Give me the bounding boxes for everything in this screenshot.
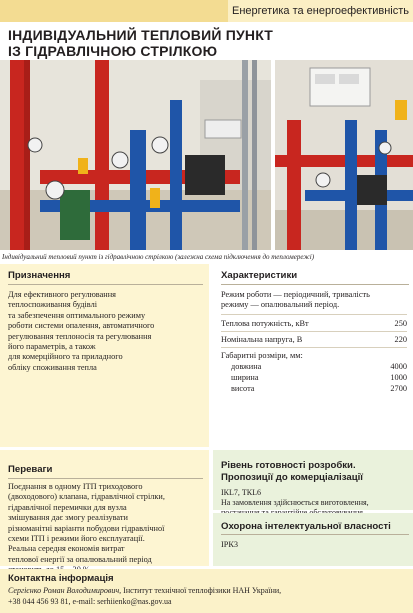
contact-text xyxy=(8,586,408,607)
purpose-line: теплоспоживання будівлі xyxy=(8,300,98,310)
contact-heading: Контактна інформація xyxy=(8,573,114,584)
spec-label: ширина xyxy=(231,373,259,382)
spec-label: Номінальна напруга, В xyxy=(221,335,303,344)
spec-label: довжина xyxy=(231,362,262,371)
title-line-1: ІНДИВІДУАЛЬНИЙ ТЕПЛОВИЙ ПУНКТ xyxy=(8,27,274,43)
spec-row-height xyxy=(221,384,407,395)
advantages-line: різноманітні варіанти побудови гідравлічної xyxy=(8,523,165,533)
operating-mode xyxy=(221,290,411,311)
purpose-line: та забезпечення оптимального режиму xyxy=(8,310,146,320)
photo-strip xyxy=(0,60,413,250)
spec-separator xyxy=(221,331,407,332)
spec-row-voltage xyxy=(221,335,407,346)
spec-separator xyxy=(221,347,407,348)
spec-row-power xyxy=(221,319,407,330)
readiness-heading: Рівень готовності розробки. Пропозиції до комерціалізації xyxy=(221,460,363,483)
advantages-line: теплової енергії за опалювальний період xyxy=(8,554,152,564)
purpose-section xyxy=(0,264,209,447)
spec-row-dimensions xyxy=(221,351,407,362)
purpose-line: Для ефективного регулювання xyxy=(8,290,116,299)
advantages-line: змішування дає змогу реалізувати xyxy=(8,513,128,523)
photo-heat-unit-right xyxy=(275,60,413,250)
advantages-section xyxy=(0,450,209,566)
operating-mode-line: режиму — опалювальний період. xyxy=(221,300,340,310)
purpose-line: його параметрів, а також xyxy=(8,342,96,352)
operating-mode-line: Режим роботи — періодичний, тривалість xyxy=(221,290,370,299)
title-line-2: ІЗ ГІДРАВЛІЧНОЮ СТРІЛКОЮ xyxy=(8,43,218,59)
spec-row-width xyxy=(221,373,407,384)
purpose-text xyxy=(8,290,206,373)
spec-value: 1000 xyxy=(390,373,407,382)
photo-heat-unit-left xyxy=(0,60,271,250)
readiness-levels: ІКL7, ТКL6 xyxy=(221,488,261,497)
spec-value: 2700 xyxy=(390,384,407,393)
advantages-heading: Переваги xyxy=(8,464,53,475)
spec-row-length xyxy=(221,362,407,373)
readiness-line: На замовлення здійснюється виготовлення, xyxy=(221,498,369,507)
advantages-line: схеми ІТП і режими його експлуатації. xyxy=(8,534,145,544)
spec-value: 4000 xyxy=(390,362,407,371)
contact-section xyxy=(0,569,413,613)
advantages-text xyxy=(8,482,206,576)
purpose-line: роботи системи опалення, автоматичного xyxy=(8,321,155,331)
advantages-line: Реальна середня економія витрат xyxy=(8,544,125,554)
purpose-line: обліку споживання тепла xyxy=(8,362,97,372)
advantages-line: гідравлічної перемички для вузла xyxy=(8,502,127,512)
readiness-section xyxy=(213,450,413,510)
spec-label: Габаритні розміри, мм: xyxy=(221,351,303,360)
advantages-line: Поєднання в одному ІТП триходового xyxy=(8,482,143,491)
ip-text: ІРК3 xyxy=(221,540,239,549)
purpose-line: регулювання теплоносія та регулювання xyxy=(8,331,152,341)
specs-section xyxy=(213,264,413,447)
purpose-heading: Призначення xyxy=(8,270,71,281)
ip-heading: Охорона інтелектуальної власності xyxy=(221,521,391,532)
spec-label: висота xyxy=(231,384,255,393)
top-bar xyxy=(0,0,413,22)
specs-divider xyxy=(221,284,409,285)
photo-caption: Індивідуальний тепловий пункт із гідравлічною стрілкою (залежна схема підключення до тепломережі) xyxy=(2,253,315,261)
spec-value: 220 xyxy=(394,335,407,344)
spec-value: 250 xyxy=(394,319,407,328)
contact-name: Сергієнко Роман Володимирович, xyxy=(8,586,122,595)
ip-section xyxy=(213,513,413,566)
ip-divider xyxy=(221,534,409,535)
page-title xyxy=(8,27,408,59)
advantages-line: (двоходового) клапана, гідравлічної стрілки, xyxy=(8,492,165,502)
contact-phone-email[interactable]: +38 044 456 93 81, e-mail: serhiienko@nas.gov.ua xyxy=(8,596,172,606)
purpose-line: для комерційного та приладного xyxy=(8,352,123,362)
advantages-divider xyxy=(8,478,203,479)
contact-org: Інститут технічної теплофізики НАН України, xyxy=(121,586,282,595)
purpose-divider xyxy=(8,284,203,285)
spec-separator xyxy=(221,314,407,315)
contact-line xyxy=(8,586,408,597)
top-bar-stripe xyxy=(0,0,228,22)
specs-heading: Характеристики xyxy=(221,270,298,281)
category-tag: Енергетика та енергоефективність xyxy=(228,0,413,22)
spec-label: Теплова потужність, кВт xyxy=(221,319,309,328)
